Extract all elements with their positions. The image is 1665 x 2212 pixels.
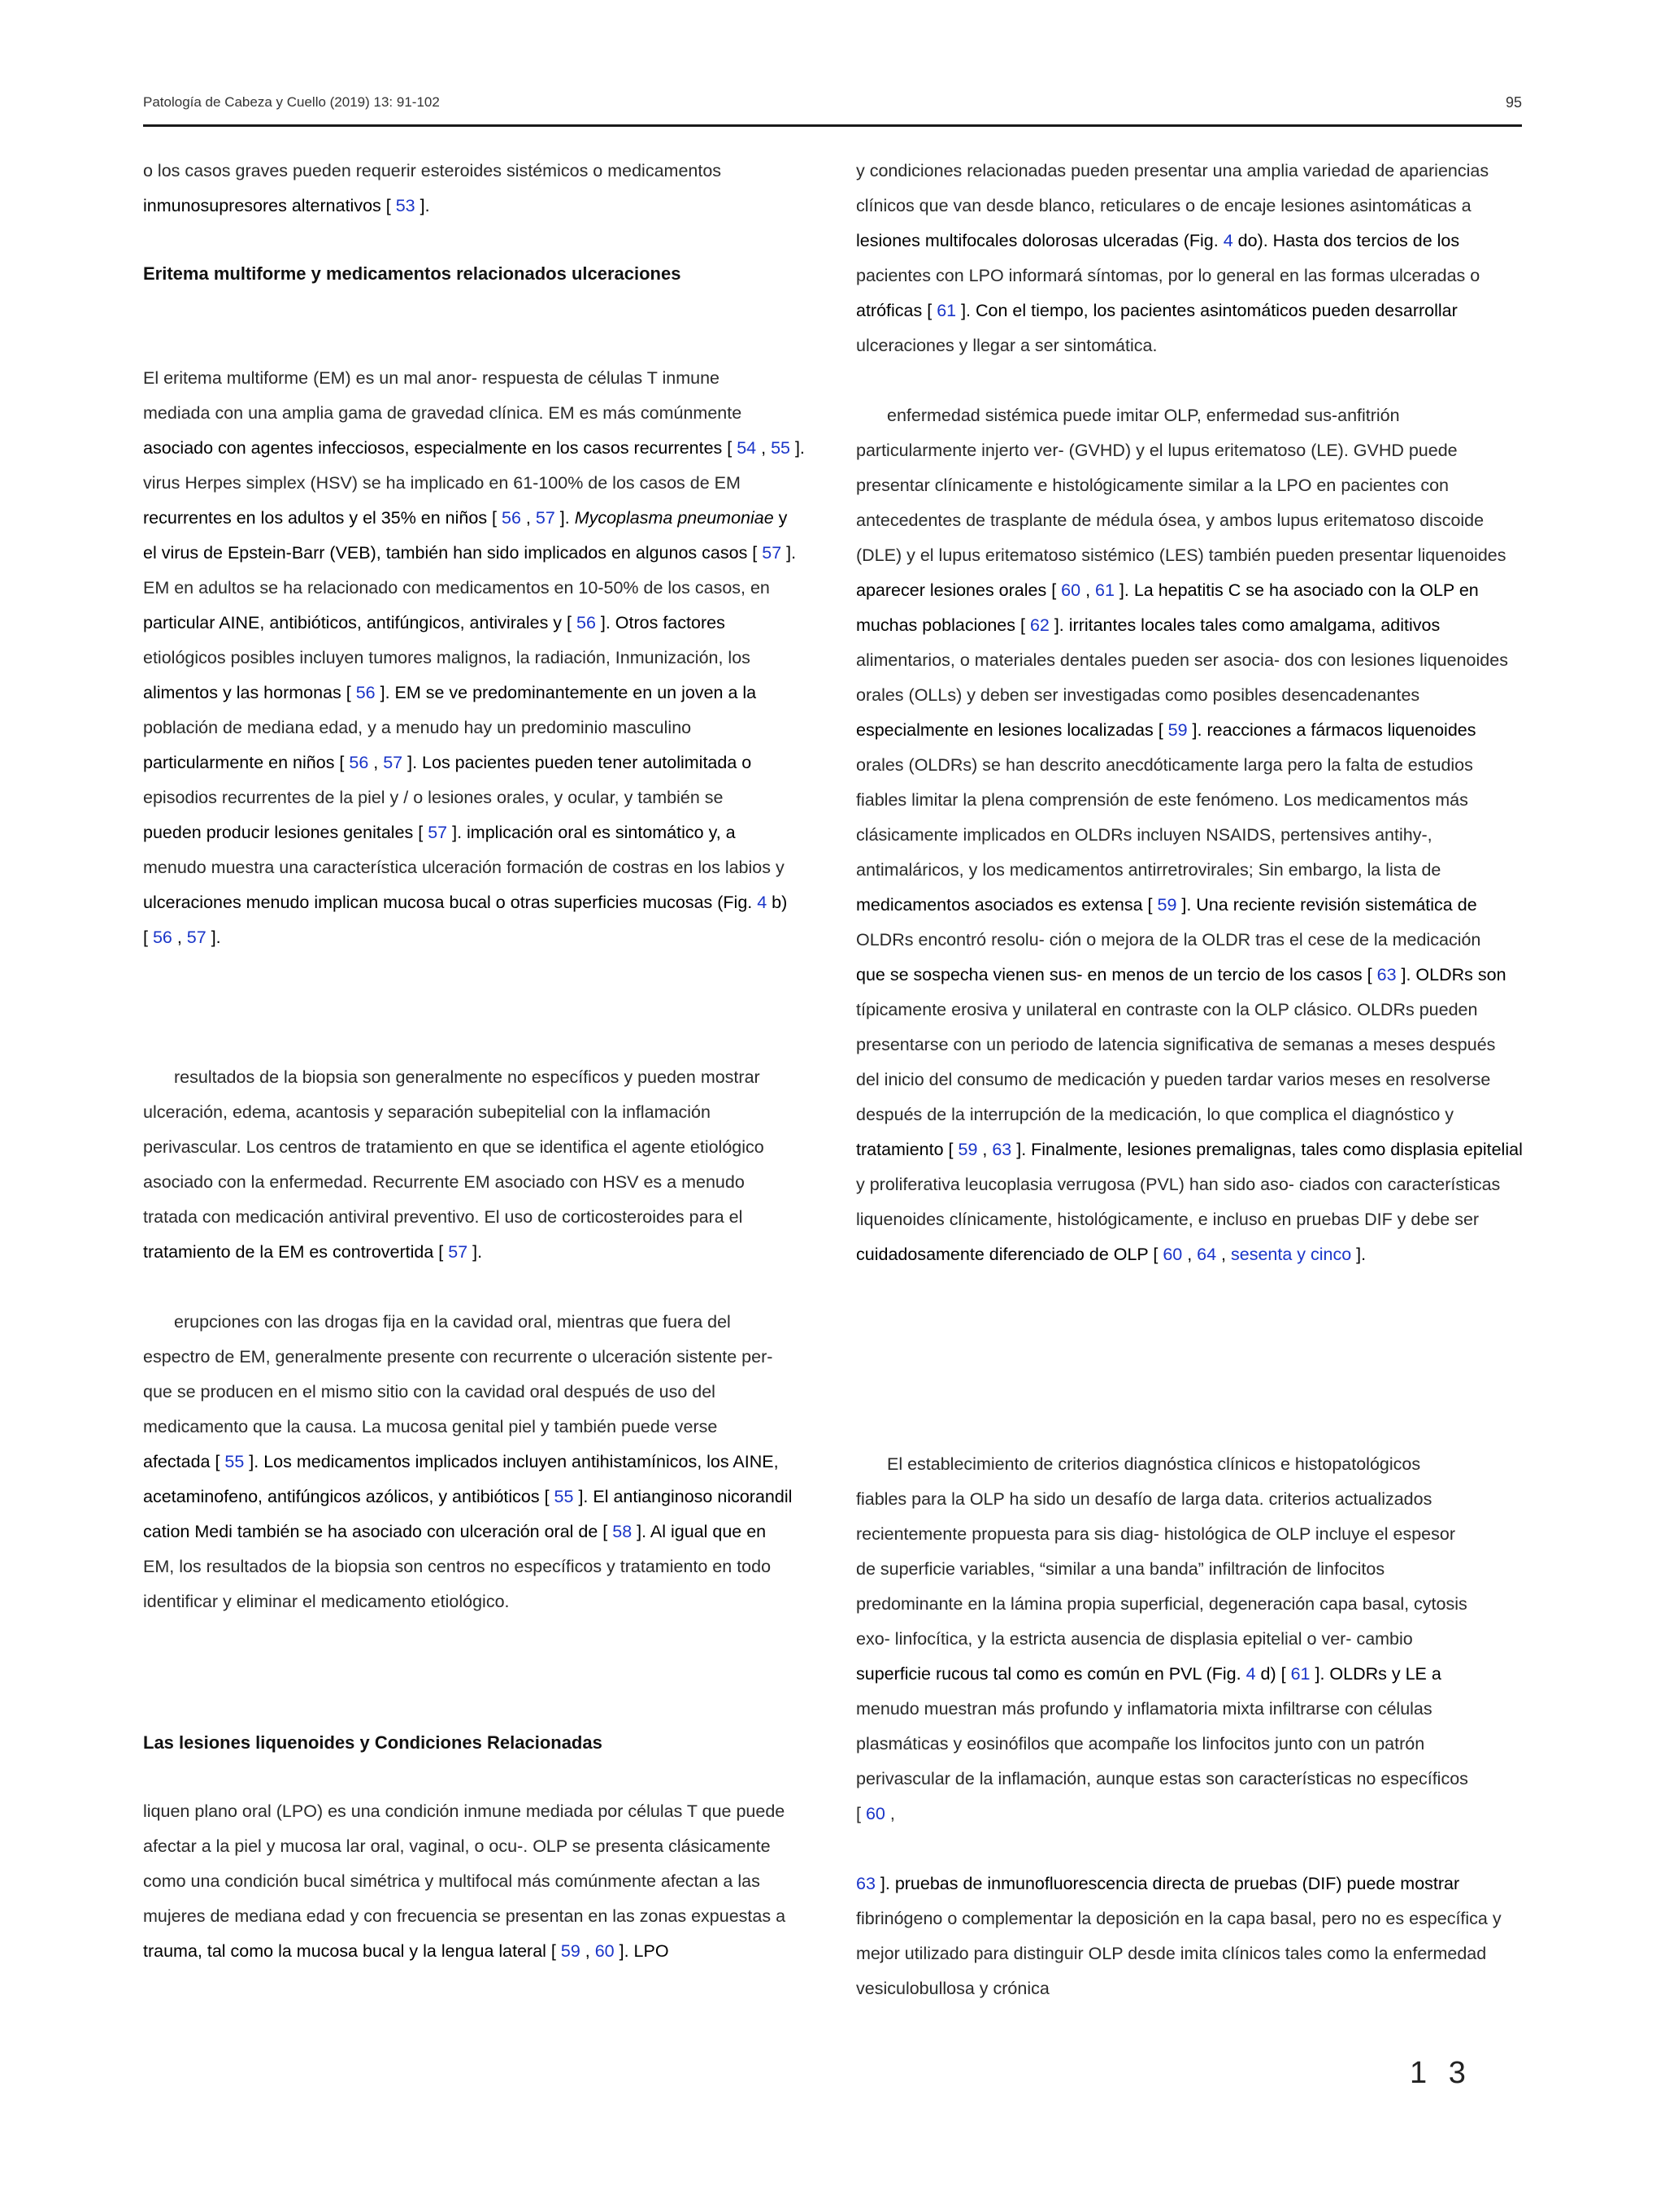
text-line: liquenoides clínicamente, histológicamente, e incluso en pruebas DIF y debe ser	[856, 1210, 1480, 1229]
text-line: [ 60 ,	[856, 1804, 895, 1823]
text-line: el virus de Epstein-Barr (VEB), también han sido implicados en algunos casos [ 57 ].	[143, 543, 797, 563]
text-line: perivascular. Los centros de tratamiento en que se identifica el agente etiológico	[143, 1137, 764, 1157]
text-line: espectro de EM, generalmente presente con recurrente o ulceración sistente per-	[143, 1347, 773, 1367]
text-line: ulceración, edema, acantosis y separación subepitelial con la inflamación	[143, 1102, 711, 1122]
header-rule	[143, 124, 1522, 127]
text-line: pueden producir lesiones genitales [ 57 ]. implicación oral es sintomático y, a	[143, 823, 736, 842]
citation-link[interactable]: 55	[554, 1487, 574, 1506]
text-line: (DLE) y el lupus eritematoso sistémico (LES) también pueden presentar liquenoides	[856, 545, 1506, 565]
text-line: etiológicos posibles incluyen tumores malignos, la radiación, Inmunización, los	[143, 648, 750, 667]
text-line: OLDRs encontró resolu- ción o mejora de la OLDR tras el cese de la medicación	[856, 930, 1481, 950]
text-line: antimaláricos, y los medicamentos antirretrovirales; Sin embargo, la lista de	[856, 860, 1441, 880]
text-line: erupciones con las drogas fija en la cavidad oral, mientras que fuera del	[174, 1312, 731, 1332]
springer-mark: 1 3	[1410, 2056, 1472, 2090]
citation-link[interactable]: 56	[502, 508, 521, 528]
figure-link[interactable]: 4	[757, 893, 767, 912]
citation-link[interactable]: 59	[1167, 720, 1188, 740]
text-line: recientemente propuesta para sis diag- histológica de OLP incluye el espesor	[856, 1524, 1456, 1544]
text-line: cuidadosamente diferenciado de OLP [ 60 , 64 , sesenta y cinco ].	[856, 1245, 1367, 1264]
text-line: recurrentes en los adultos y el 35% en niños [ 56 , 57 ]. Mycoplasma pneumoniae y	[143, 508, 788, 528]
text-line: EM en adultos se ha relacionado con medicamentos en 10-50% de los casos, en	[143, 578, 770, 598]
text-line: particular AINE, antibióticos, antifúngicos, antivirales y [ 56 ]. Otros factores	[143, 613, 725, 632]
text-line: presentarse con un periodo de latencia significativa de semanas a meses después	[856, 1035, 1496, 1054]
text-line: población de mediana edad, y a menudo hay un predominio masculino	[143, 718, 692, 737]
citation-link[interactable]: 59	[958, 1140, 978, 1159]
citation-link[interactable]: 64	[1197, 1245, 1217, 1264]
text-line: o los casos graves pueden requerir esteroides sistémicos o medicamentos	[143, 161, 722, 180]
citation-link[interactable]: 63	[1376, 965, 1397, 984]
text-line: resultados de la biopsia son generalmente no específicos y pueden mostrar	[174, 1067, 760, 1087]
text-line: presentar clínicamente e histológicamente similar a la LPO en pacientes con	[856, 476, 1449, 495]
text-line: aparecer lesiones orales [ 60 , 61 ]. La hepatitis C se ha asociado con la OLP en	[856, 580, 1479, 600]
text-line: especialmente en lesiones localizadas [ 59 ]. reacciones a fármacos liquenoides	[856, 720, 1476, 740]
citation-link[interactable]: 60	[594, 1941, 615, 1961]
citation-link[interactable]: 60	[1163, 1245, 1183, 1264]
citation-link[interactable]: 53	[395, 196, 415, 215]
citation-link[interactable]: 58	[612, 1522, 633, 1541]
text-line: alimentos y las hormonas [ 56 ]. EM se ve predominantemente en un joven a la	[143, 683, 757, 702]
text-line: particularmente injerto ver- (GVHD) y el lupus eritematoso (LE). GVHD puede	[856, 441, 1458, 460]
text-line: mujeres de mediana edad y con frecuencia se presentan en las zonas expuestas a	[143, 1906, 786, 1926]
text-line: fibrinógeno o complementar la deposición en la capa basal, pero no es específica y	[856, 1909, 1502, 1928]
citation-link[interactable]: 61	[1290, 1664, 1311, 1684]
text-line: vesiculobullosa y crónica	[856, 1979, 1050, 1998]
text-line: 63 ]. pruebas de inmunofluorescencia directa de pruebas (DIF) puede mostrar	[856, 1874, 1460, 1893]
right-column	[856, 159, 1557, 1998]
citation-link[interactable]: 59	[1157, 895, 1177, 915]
text-line: y proliferativa leucoplasia verrugosa (PVL) han sido aso- ciados con características	[856, 1175, 1501, 1194]
text-line: superficie rucous tal como es común en PVL (Fig. 4 d) [ 61 ]. OLDRs y LE a	[856, 1664, 1441, 1684]
text-line: trauma, tal como la mucosa bucal y la lengua lateral [ 59 , 60 ]. LPO	[143, 1941, 669, 1961]
text-line: afectada [ 55 ]. Los medicamentos implicados incluyen antihistamínicos, los AINE,	[143, 1452, 779, 1471]
citation-link[interactable]: 61	[937, 301, 957, 320]
text-line: particularmente en niños [ 56 , 57 ]. Los pacientes pueden tener autolimitada o	[143, 753, 752, 772]
figure-link[interactable]: 4	[1223, 231, 1233, 250]
text-line: fiables limitar la plena comprensión de este fenómeno. Los medicamentos más	[856, 790, 1468, 810]
citation-link[interactable]: 57	[448, 1242, 468, 1262]
text-line: clínicos que van desde blanco, reticulares o de encaje lesiones asintomáticas a	[856, 196, 1472, 215]
text-line: menudo muestran más profundo y inflamatoria mixta infiltrarse con células	[856, 1699, 1432, 1719]
text-line: como una condición bucal simétrica y multifocal más comúnmente afectan a las	[143, 1871, 760, 1891]
citation-link[interactable]: 56	[349, 753, 369, 772]
citation-link[interactable]: 57	[762, 543, 782, 563]
citation-link[interactable]: 55	[771, 438, 790, 458]
text-line: que se producen en el mismo sitio con la cavidad oral después de uso del	[143, 1382, 715, 1402]
text-line: atróficas [ 61 ]. Con el tiempo, los pacientes asintomáticos pueden desarrollar	[856, 301, 1458, 320]
text-line: clásicamente implicados en OLDRs incluyen NSAIDS, pertensives antihy-,	[856, 825, 1432, 845]
section-heading: Las lesiones liquenoides y Condiciones Relacionadas	[143, 1732, 602, 1753]
text-line: exo- linfocítica, y la estricta ausencia de displasia epitelial o ver- cambio	[856, 1629, 1413, 1649]
citation-link[interactable]: sesenta y cinco	[1231, 1245, 1352, 1264]
citation-link[interactable]: 60	[865, 1804, 885, 1823]
text-line: tratamiento [ 59 , 63 ]. Finalmente, lesiones premalignas, tales como displasia epitelial	[856, 1140, 1523, 1159]
text-line: orales (OLLs) y deben ser investigadas como posibles desencadenantes	[856, 685, 1420, 705]
text-line: afectar a la piel y mucosa lar oral, vaginal, o ocu-. OLP se presenta clásicamente	[143, 1836, 771, 1856]
text-line: El eritema multiforme (EM) es un mal anor- respuesta de células T inmune	[143, 368, 719, 388]
text-line: antecedentes de trasplante de médula ósea, y ambos lupus eritematoso discoide	[856, 511, 1485, 530]
text-line: cation Medi también se ha asociado con ulceración oral de [ 58 ]. Al igual que en	[143, 1522, 767, 1541]
citation-link[interactable]: 63	[992, 1140, 1012, 1159]
text-line: acetaminofeno, antifúngicos azólicos, y antibióticos [ 55 ]. El antianginoso nicorandil	[143, 1487, 793, 1506]
text-line: [ 56 , 57 ].	[143, 928, 221, 947]
citation-link[interactable]: 56	[152, 928, 172, 947]
citation-link[interactable]: 54	[737, 438, 757, 458]
text-line: tratada con medicación antiviral preventivo. El uso de corticosteroides para el	[143, 1207, 743, 1227]
citation-link[interactable]: 55	[224, 1452, 245, 1471]
page-number: 95	[1505, 94, 1522, 111]
text-line: orales (OLDRs) se han descrito anecdóticamente larga pero la falta de estudios	[856, 755, 1473, 775]
text-line: ulceraciones menudo implican mucosa bucal o otras superficies mucosas (Fig. 4 b)	[143, 893, 788, 912]
text-line: muchas poblaciones [ 62 ]. irritantes locales tales como amalgama, aditivos	[856, 615, 1441, 635]
citation-link[interactable]: 62	[1029, 615, 1050, 635]
text-line: medicamentos asociados es extensa [ 59 ]. Una reciente revisión sistemática de	[856, 895, 1477, 915]
text-line: lesiones multifocales dolorosas ulceradas (Fig. 4 do). Hasta dos tercios de los	[856, 231, 1460, 250]
citation-link[interactable]: 57	[383, 753, 403, 772]
text-line: EM, los resultados de la biopsia son centros no específicos y tratamiento en todo	[143, 1557, 772, 1576]
text-line: enfermedad sistémica puede imitar OLP, enfermedad sus-anfitrión	[887, 406, 1400, 425]
text-line: perivascular de la inflamación, aunque estas son características no específicos	[856, 1769, 1468, 1788]
text-line: episodios recurrentes de la piel y / o lesiones orales, y ocular, y también se	[143, 788, 724, 807]
text-line: virus Herpes simplex (HSV) se ha implicado en 61-100% de los casos de EM	[143, 473, 741, 493]
text-line: mejor utilizado para distinguir OLP desde imita clínicos tales como la enfermedad	[856, 1944, 1487, 1963]
text-line: después de la interrupción de la medicación, lo que complica el diagnóstico y	[856, 1105, 1454, 1124]
text-line: que se sospecha vienen sus- en menos de un tercio de los casos [ 63 ]. OLDRs son	[856, 965, 1506, 984]
text-line: identificar y eliminar el medicamento etiológico.	[143, 1592, 510, 1611]
citation-link[interactable]: 61	[1095, 580, 1115, 600]
text-line: típicamente erosiva y unilateral en contraste con la OLP clásico. OLDRs pueden	[856, 1000, 1478, 1019]
citation-link[interactable]: 60	[1061, 580, 1081, 600]
text-line: pacientes con LPO informará síntomas, por lo general en las formas ulceradas o	[856, 266, 1480, 285]
citation-link[interactable]: 57	[428, 823, 448, 842]
text-line: del inicio del consumo de medicación y pueden tardar varios meses en resolverse	[856, 1070, 1491, 1089]
text-line: ulceraciones y llegar a ser sintomática.	[856, 336, 1158, 355]
text-line: predominante en la lámina propia superficial, degeneración capa basal, cytosis	[856, 1594, 1467, 1614]
text-line: mediada con una amplia gama de gravedad clínica. EM es más comúnmente	[143, 403, 742, 423]
text-line: y condiciones relacionadas pueden presentar una amplia variedad de apariencias	[856, 161, 1489, 180]
citation-link[interactable]: 57	[186, 928, 206, 947]
text-line: tratamiento de la EM es controvertida [ 57 ].	[143, 1242, 483, 1262]
text-line: asociado con agentes infecciosos, especialmente en los casos recurrentes [ 54 , 55 ].	[143, 438, 805, 458]
citation-link[interactable]: 57	[535, 508, 555, 528]
text-line: de superficie variables, “similar a una banda” infiltración de linfocitos	[856, 1559, 1385, 1579]
citation-link[interactable]: 59	[560, 1941, 580, 1961]
left-column	[143, 159, 844, 1988]
text-line: fiables para la OLP ha sido un desafío de larga data. criterios actualizados	[856, 1489, 1432, 1509]
text-line: liquen plano oral (LPO) es una condición inmune mediada por células T que puede	[143, 1801, 785, 1821]
running-header	[143, 93, 1522, 125]
text-line: plasmáticas y eosinófilos que acompañe los linfocitos junto con un patrón	[856, 1734, 1425, 1754]
citation-link[interactable]: 56	[355, 683, 376, 702]
text-line: asociado con la enfermedad. Recurrente EM asociado con HSV es a menudo	[143, 1172, 745, 1192]
text-line: menudo muestra una característica ulceración formación de costras en los labios y	[143, 858, 785, 877]
text-line: medicamento que la causa. La mucosa genital piel y también puede verse	[143, 1417, 718, 1436]
text-line: El establecimiento de criterios diagnóstica clínicos e histopatológicos	[887, 1454, 1421, 1474]
figure-link[interactable]: 4	[1245, 1664, 1256, 1684]
citation-link[interactable]: 63	[856, 1874, 876, 1893]
text-line: alimentarios, o materiales dentales pueden ser asocia- dos con lesiones liquenoides	[856, 650, 1508, 670]
citation-link[interactable]: 56	[576, 613, 596, 632]
section-heading: Eritema multiforme y medicamentos relacionados ulceraciones	[143, 263, 681, 284]
text-line: inmunosupresores alternativos [ 53 ].	[143, 196, 430, 215]
journal-citation: Patología de Cabeza y Cuello (2019) 13: 91-102	[143, 94, 440, 110]
